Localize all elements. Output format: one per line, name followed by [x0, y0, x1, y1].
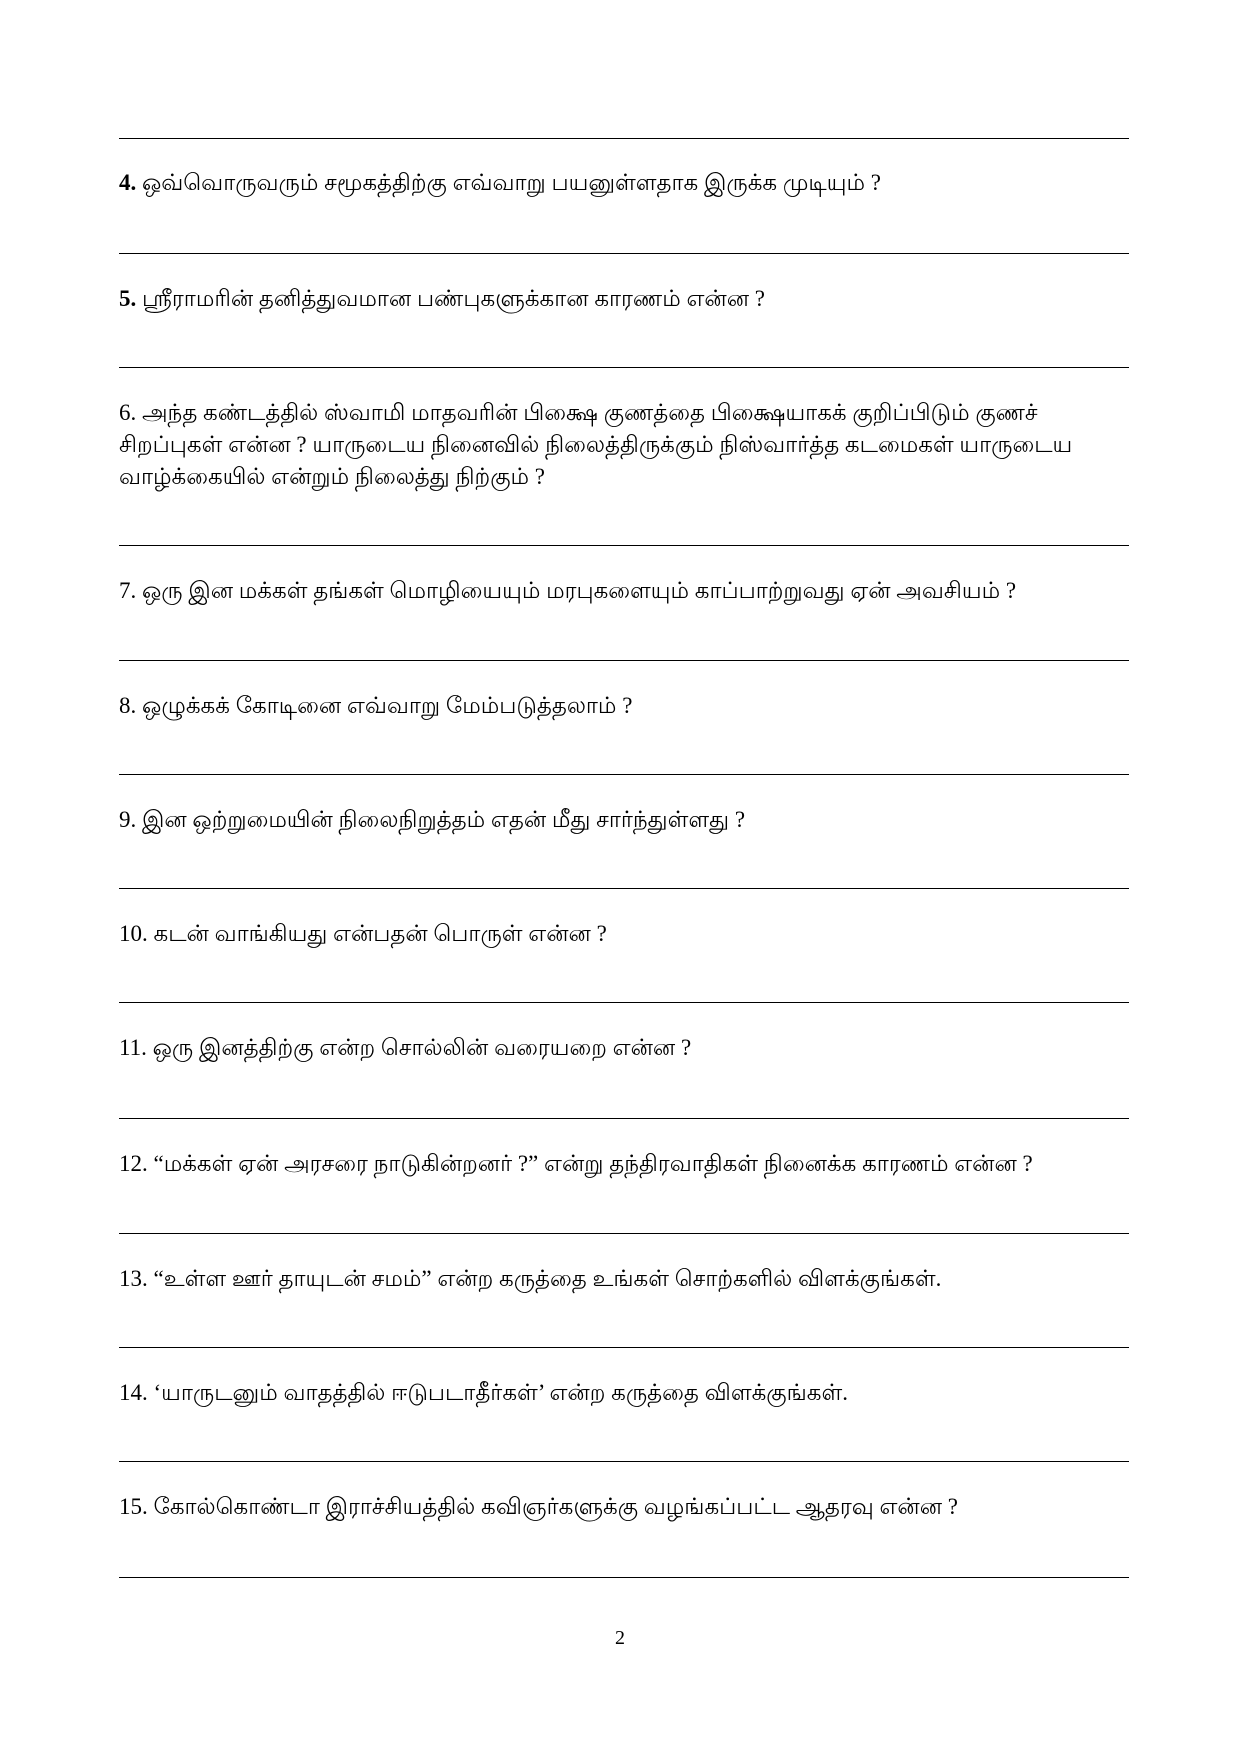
- answer-line: [119, 367, 1129, 368]
- answer-line: [119, 888, 1129, 889]
- question-number: 9.: [119, 807, 137, 832]
- question-number: 5.: [119, 286, 137, 311]
- question-text: “உள்ள ஊர் தாயுடன் சமம்” என்ற கருத்தை உங்கள் சொற்களில் விளக்குங்கள்.: [153, 1266, 942, 1291]
- answer-line: [119, 545, 1129, 546]
- question-number: 6.: [119, 400, 137, 425]
- question-text: ஒரு இனத்திற்கு என்ற சொல்லின் வரையறை என்ன ?: [152, 1035, 692, 1060]
- question-number: 11.: [119, 1035, 147, 1060]
- question-8: [119, 690, 1129, 722]
- answer-line: [119, 1118, 1129, 1119]
- question-10: [119, 918, 1129, 950]
- answer-line: [119, 1347, 1129, 1348]
- question-text: ஒழுக்கக் கோடினை எவ்வாறு மேம்படுத்தலாம் ?: [142, 693, 633, 718]
- question-7: [119, 575, 1129, 607]
- question-number: 12.: [119, 1151, 148, 1176]
- answer-line: [119, 1461, 1129, 1462]
- answer-line: [119, 774, 1129, 775]
- question-number: 4.: [119, 170, 137, 195]
- answer-line: [119, 1233, 1129, 1234]
- answer-line: [119, 253, 1129, 254]
- question-text: ஒவ்வொருவரும் சமூகத்திற்கு எவ்வாறு பயனுள்ளதாக இருக்க முடியும் ?: [142, 170, 881, 195]
- question-13: [119, 1263, 1129, 1295]
- page-number: 2: [615, 1627, 625, 1649]
- question-number: 13.: [119, 1266, 148, 1291]
- question-text: இன ஒற்றுமையின் நிலைநிறுத்தம் எதன் மீது சார்ந்துள்ளது ?: [142, 807, 746, 832]
- question-4: [119, 167, 1129, 199]
- question-text: “மக்கள் ஏன் அரசரை நாடுகின்றனர் ?” என்று தந்திரவாதிகள் நினைக்க காரணம் என்ன ?: [153, 1151, 1033, 1176]
- question-9: [119, 804, 1129, 836]
- question-text: ஒரு இன மக்கள் தங்கள் மொழியையும் மரபுகளையும் காப்பாற்றுவது ஏன் அவசியம் ?: [142, 578, 1017, 603]
- question-number: 14.: [119, 1380, 148, 1405]
- answer-line: [119, 1002, 1129, 1003]
- question-5: [119, 283, 1129, 315]
- question-11: [119, 1032, 1129, 1064]
- question-number: 7.: [119, 578, 137, 603]
- answer-line: [119, 1577, 1129, 1578]
- question-text: அந்த கண்டத்தில் ஸ்வாமி மாதவரின் பிக்ஷை குணத்தை பிக்ஷையாகக் குறிப்பிடும் குணச் சிறப்புகள் என்ன ? யாருடைய நினைவில் நிலைத்திருக்கும் நிஸ்வார்த்த கடமைகள் யாருடைய வாழ்க்கையில் என்றும் நிலைத்து நிற்கும் ?: [119, 400, 1073, 489]
- question-number: 15.: [119, 1494, 148, 1519]
- answer-line: [119, 660, 1129, 661]
- question-text: கடன் வாங்கியது என்பதன் பொருள் என்ன ?: [153, 921, 607, 946]
- question-text: ஸ்ரீராமரின் தனித்துவமான பண்புகளுக்கான காரணம் என்ன ?: [142, 286, 765, 311]
- question-text: ‘யாருடனும் வாதத்தில் ஈடுபடாதீர்கள்’ என்ற கருத்தை விளக்குங்கள்.: [153, 1380, 848, 1405]
- question-12: [119, 1148, 1129, 1180]
- answer-line: [119, 138, 1129, 139]
- question-15: [119, 1491, 1129, 1523]
- question-number: 10.: [119, 921, 148, 946]
- question-14: [119, 1377, 1129, 1409]
- question-6: [119, 397, 1129, 493]
- question-text: கோல்கொண்டா இராச்சியத்தில் கவிஞர்களுக்கு வழங்கப்பட்ட ஆதரவு என்ன ?: [153, 1494, 958, 1519]
- question-number: 8.: [119, 693, 137, 718]
